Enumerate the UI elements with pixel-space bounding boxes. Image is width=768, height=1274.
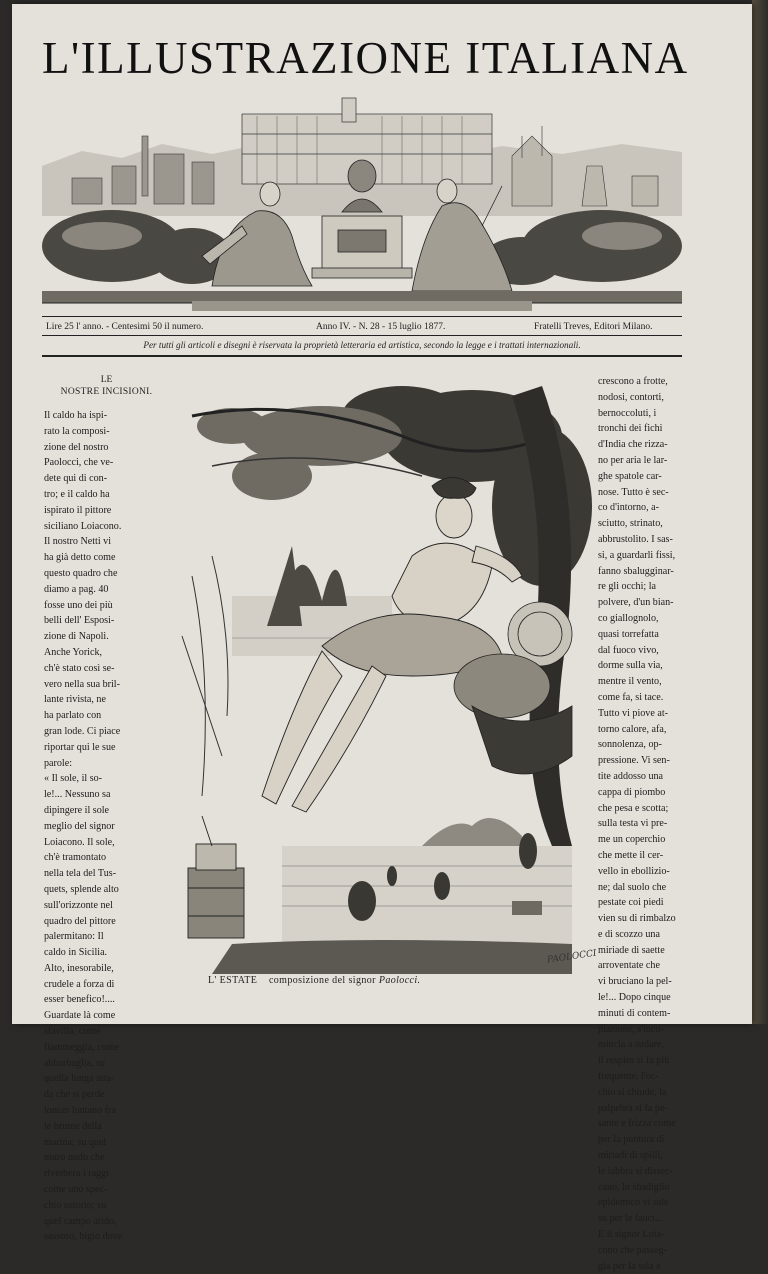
text-line: palermitano: Il [44,931,104,943]
text-line: chio ustorio; su [44,1199,107,1211]
text-line: per la puntura di [598,1134,665,1146]
text-line: il respiro si fa più [598,1055,670,1067]
text-line: marina; su quel [44,1136,107,1148]
text-line: quadro del pittore [44,915,116,927]
caption-author: Paolocci. [378,975,421,986]
text-line: si, a guardarli fissi, [598,549,676,561]
text-line: Guardate là come [44,1010,116,1022]
text-line: parole: [44,757,73,769]
summer-illustration [172,376,592,974]
text-line: me un coperchio [598,834,666,846]
rule-middle [42,335,682,336]
text-line: cappa di piombo [598,786,666,798]
text-line: epidemico vi sale [598,1197,669,1209]
text-line: nella tela del Tus- [44,868,117,880]
text-line: pressione. Vi sen- [598,755,670,767]
publisher-text: Fratelli Treves, Editori Milano. [534,322,653,332]
text-line: sassoso, bigio dove [44,1231,123,1243]
text-line: siciliano Loiacono. [44,520,122,532]
text-line: « Il sole, il so- [44,773,103,785]
text-line: crudele a forza di [44,978,115,990]
text-line: co giallognolo, [598,612,659,624]
text-line: sante e frizza come [598,1118,676,1130]
text-line: diamo a pag. 40 [44,583,109,595]
section-heading-le: LE [100,375,113,385]
text-line: riverbera i raggi [44,1168,110,1180]
text-line: caldo in Sicilia. [44,947,108,959]
text-line: polvere, d'un bian- [598,597,674,609]
text-line: ch'è stato così se- [44,662,115,674]
masthead-title: L'ILLUSTRAZIONE ITALIANA [42,33,689,83]
text-line: Paolocci, che ve- [44,457,114,469]
text-line: sciutto, strinato, [598,518,663,530]
text-line: che pesa e scotta; [598,802,669,814]
text-line: abbarbaglia, su [44,1057,106,1069]
text-line: plazione, s'inco- [598,1023,664,1035]
text-line: dete qui di con- [44,473,108,485]
text-line: vello in ebollizio- [598,865,670,877]
text-line: pestate coi piedi [598,897,664,909]
left-text-column [44,374,169,1245]
text-line: dipingere il sole [44,804,110,816]
text-line: tro; e il caldo ha [44,488,110,500]
text-line: rato la composi- [44,425,110,437]
text-line: ha già detto come [44,552,116,564]
text-line: questo quadro che [44,567,118,579]
text-line: ha parlato con [44,710,102,722]
text-line: no per aria le lar- [598,454,668,466]
text-line: belli dell' Esposi- [44,615,115,627]
text-line: chio si chiude, la [598,1086,667,1098]
text-line: vi bruciano la pel- [598,976,672,988]
text-line: e di scozzo una [598,928,660,940]
text-line: come uno spec- [44,1184,108,1196]
caption-text: composizione del signor [268,975,376,986]
price-text: Lire 25 l' anno. - Centesimi 50 il numero. [46,322,204,332]
text-line: sulla testa vi pre- [598,818,668,830]
text-line: mincia a sudare, [598,1039,664,1051]
text-line: le brume della [44,1120,102,1132]
text-line: cono che passeg- [598,1244,667,1256]
text-line: su per le fauci... [598,1213,663,1225]
text-line: bernoccoluti, i [598,407,657,419]
text-line: quel campo arido, [44,1215,117,1227]
text-line: gran lode. Ci piace [44,725,121,737]
text-line: nose. Tutto è sec- [598,486,669,498]
text-line: fanno sbalugginar- [598,565,674,577]
text-line: palpebra si fa pe- [598,1102,668,1114]
text-line: crescono a frotte, [598,376,668,387]
text-line: ch'è tramontato [44,852,107,864]
text-line: re gli occhi; la [598,581,657,593]
text-line: ghe spatole car- [598,470,662,482]
text-line: mentre il vento, [598,676,662,688]
text-line: Il nostro Netti vi [44,536,112,548]
text-line: Tutto vi piove at- [598,707,669,719]
text-line: Loiacono. Il sole, [44,836,115,848]
text-line: muro nudo che [44,1152,105,1164]
text-line: che mette il cer- [598,849,664,861]
newspaper-page [12,4,752,1272]
text-line: Il caldo ha ispi- [44,410,108,421]
text-line: dorme sulla via, [598,660,663,672]
text-line: riportar qui le sue [44,741,116,753]
text-line: d'India che rizza- [598,439,668,451]
text-line: sull'orizzonte nel [44,899,113,911]
section-heading: NOSTRE INCISIONI. [60,387,153,397]
text-line: tite addosso una [598,770,664,782]
artist-signature: PAOLOCCI [546,948,598,966]
text-line: Alto, inesorabile, [44,962,114,974]
text-line: co d'intorno, a- [598,502,659,514]
text-line: fiammeggia, come [44,1041,120,1053]
text-line: minuti di contem- [598,1007,671,1019]
text-line: ispirato il pittore [44,504,112,516]
text-line: come fa, si tace. [598,691,664,703]
text-line: da che si perde [44,1089,105,1101]
text-line: sonnolenza, op- [598,739,662,751]
text-line: cano, lo sbadiglio [598,1181,670,1193]
text-line: frequente, l'oc- [598,1071,659,1083]
text-line: le labbra si dissec- [598,1165,673,1177]
text-line: arroventate che [598,960,660,972]
text-line: lante rivista, ne [44,694,106,706]
text-line: zione del nostro [44,441,109,453]
illustration-caption [208,975,588,986]
text-line: E il signor Loia- [598,1229,665,1241]
text-line: miriade di saette [598,944,665,956]
text-line: le!... Dopo cinque [598,992,671,1004]
text-line: ne; dal suolo che [598,881,667,893]
text-line: esser benefico!.... [44,994,115,1006]
text-line: gia per la sala e [598,1260,661,1272]
text-line: fosse uno dei più [44,599,113,611]
text-line: sfavilla, come [44,1026,101,1038]
text-line: quella lunga stra- [44,1073,115,1085]
text-line: Anche Yorick, [44,646,103,658]
caption-title: L' ESTATE [208,975,258,986]
left-column-body [44,408,169,1245]
text-line: miriadi di spilli, [598,1150,663,1162]
text-line: dal fuoco vivo, [598,644,659,656]
text-line: nodosi, contorti, [598,391,664,403]
text-line: le!... Nessuno sa [44,789,111,801]
masthead-engraving [42,96,682,318]
issue-number-text: Anno IV. - N. 28 - 15 luglio 1877. [316,322,446,332]
rule-top [42,316,682,317]
page-edge-shadow [752,0,768,1024]
text-line: lontan lontano fra [44,1105,116,1117]
rule-bottom [42,355,682,357]
text-line: tronchi dei fichi [598,423,663,435]
text-line: abbrustolito. I sas- [598,533,673,545]
text-line: vien su di rimbalzo [598,913,676,925]
text-line: torno calore, afa, [598,723,667,735]
text-line: vero nella sua bril- [44,678,120,690]
right-text-column [598,374,708,1274]
text-line: meglio del signor [44,820,115,832]
text-line: zione di Napoli. [44,631,109,643]
copyright-notice: Per tutti gli articoli e disegni è riservata la proprietà letteraria ed artistica, secondo la legge e i trattati internazionali. [143,340,581,350]
text-line: quasi torrefatta [598,628,659,640]
right-column-body [598,374,708,1274]
text-line: quets, splende alto [44,883,119,895]
